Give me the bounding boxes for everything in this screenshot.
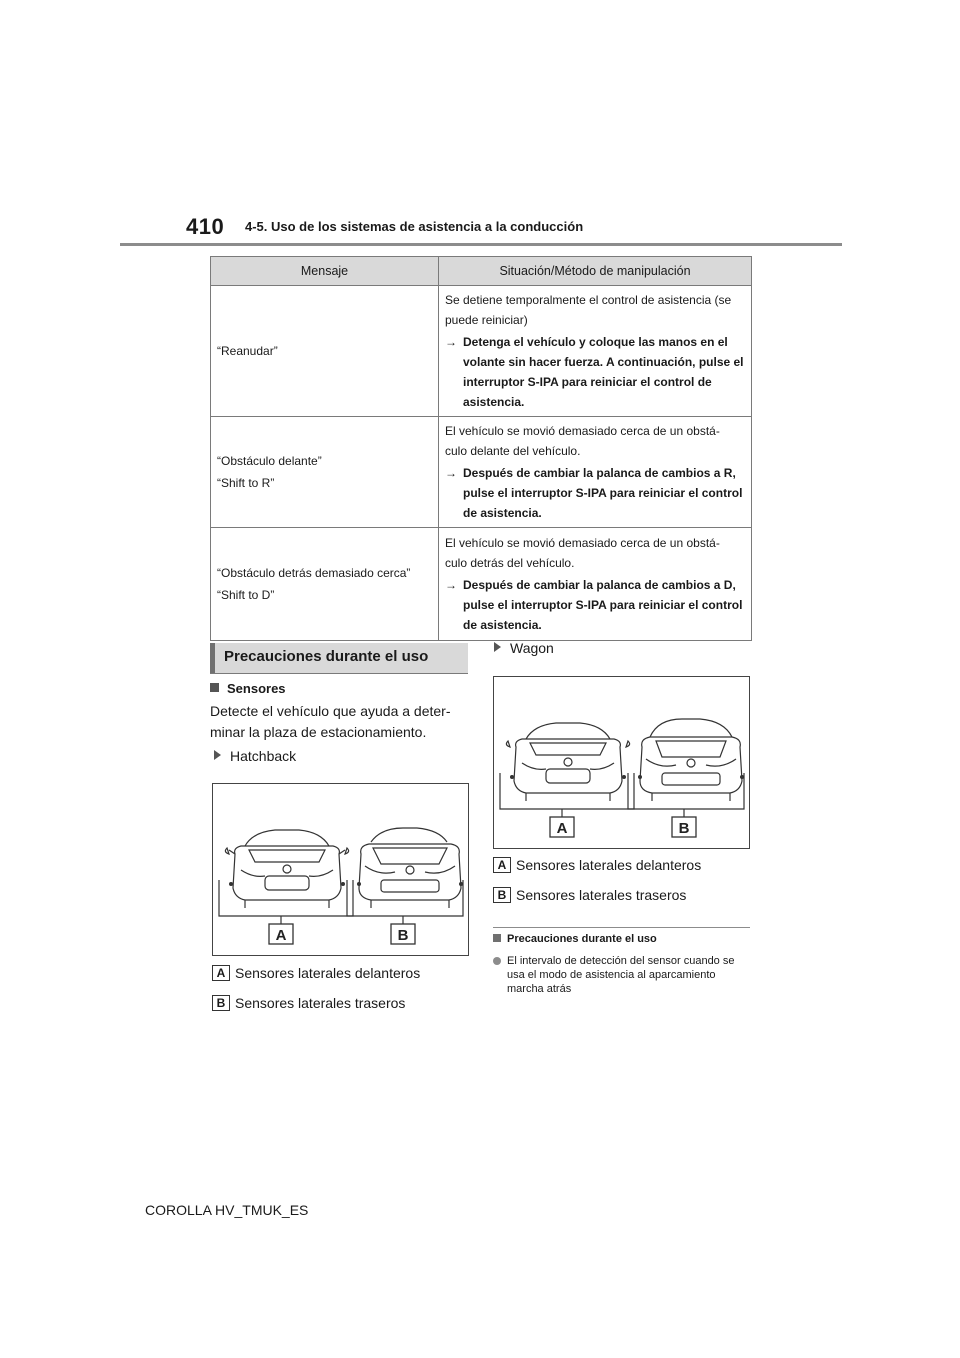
- action-text: Después de cambiar la palanca de cambios a R, pulse el interruptor S-IPA para reiniciar el control de asistencia.: [463, 466, 743, 520]
- legend-item: [493, 857, 701, 873]
- table-header-cell: Situación/Método de manipulación: [439, 257, 752, 286]
- situation-cell: [439, 286, 752, 417]
- triangle-bullet-icon: [494, 642, 501, 652]
- message-text: “Obstáculo delante”: [217, 454, 322, 468]
- message-text: “Obstáculo detrás demasiado cerca”: [217, 566, 411, 580]
- note-divider: [493, 927, 750, 928]
- subheading: [210, 681, 286, 696]
- legend-key-b: B: [493, 887, 511, 903]
- legend-text: Sensores laterales delanteros: [235, 965, 421, 981]
- car-rear-icon: [640, 719, 742, 801]
- square-bullet-icon: [210, 683, 219, 692]
- page-number: 410: [186, 214, 225, 239]
- description-text: Detecte el vehículo que ayuda a deter- minar la plaza de estacionamiento.: [210, 703, 451, 740]
- situation-cell: [439, 528, 752, 641]
- car-rear-icon: [359, 828, 461, 908]
- table-header-row: [211, 257, 752, 286]
- legend-item: [212, 965, 420, 981]
- message-text: “Shift to D”: [217, 588, 275, 602]
- footer-model-code: COROLLA HV_TMUK_ES: [145, 1202, 309, 1218]
- callout-a-label: A: [556, 820, 568, 837]
- table-row: [211, 286, 752, 417]
- triangle-bullet-icon: [214, 750, 221, 760]
- message-cell: [211, 286, 439, 417]
- subheading-text: Sensores: [227, 681, 286, 696]
- table-row: [211, 417, 752, 528]
- table-row: [211, 528, 752, 641]
- message-cell: [211, 417, 439, 528]
- callout-b-label: B: [678, 820, 690, 837]
- header-rule: [120, 243, 842, 246]
- situation-text: El vehículo se movió demasiado cerca de un obstá- culo detrás del vehículo.: [445, 536, 720, 570]
- car-front-icon: [225, 830, 348, 908]
- message-table: [210, 256, 752, 641]
- legend-key-b: B: [212, 995, 230, 1011]
- wagon-label: [494, 640, 554, 656]
- legend-item: [493, 887, 686, 903]
- heading-bar: [210, 643, 215, 673]
- note-title-text: Precauciones durante el uso: [507, 933, 657, 945]
- square-bullet-icon: [493, 934, 501, 942]
- wagon-illustration: [494, 677, 749, 848]
- callout-b-label: B: [397, 927, 409, 944]
- section-title: 4-5. Uso de los sistemas de asistencia a la conducción: [245, 219, 584, 234]
- legend-item: [212, 995, 405, 1011]
- legend-key-a: A: [212, 965, 230, 981]
- message-text: “Shift to R”: [217, 476, 275, 490]
- hatchback-label-text: Hatchback: [230, 748, 297, 764]
- situation-text: Se detiene temporalmente el control de asistencia (se puede reiniciar): [445, 293, 732, 327]
- legend-text: Sensores laterales delanteros: [516, 857, 702, 873]
- car-front-icon: [506, 723, 629, 801]
- message-text: “Reanudar”: [217, 344, 278, 358]
- action-text: Detenga el vehículo y coloque las manos en el volante sin hacer fuerza. A continuación, pulse el interruptor S-IPA para reiniciar el control de asistencia.: [463, 335, 744, 409]
- table-header-cell: Mensaje: [211, 257, 439, 286]
- situation-text: El vehículo se movió demasiado cerca de un obstá- culo delante del vehículo.: [445, 424, 720, 458]
- arrow-right-icon: →: [445, 578, 457, 592]
- arrow-right-icon: →: [445, 335, 457, 349]
- legend-text: Sensores laterales traseros: [516, 887, 687, 903]
- wagon-sensor-figure: [493, 676, 750, 849]
- callout-a-label: A: [275, 927, 287, 944]
- legend-key-a: A: [493, 857, 511, 873]
- arrow-right-icon: →: [445, 466, 457, 480]
- wagon-label-text: Wagon: [510, 640, 554, 656]
- note-title: [493, 933, 657, 945]
- hatchback-sensor-figure: [212, 783, 469, 956]
- hatchback-illustration: [213, 784, 468, 955]
- situation-cell: [439, 417, 752, 528]
- action-text: Después de cambiar la palanca de cambios a D, pulse el interruptor S-IPA para reiniciar el control de asistencia.: [463, 578, 743, 632]
- hatchback-label: [214, 748, 296, 764]
- section-heading: [210, 643, 468, 674]
- message-cell: [211, 528, 439, 641]
- legend-text: Sensores laterales traseros: [235, 995, 406, 1011]
- note-item-text: El intervalo de detección del sensor cuando se usa el modo de asistencia al aparcamiento marcha atrás: [507, 955, 735, 995]
- circle-bullet-icon: [493, 957, 501, 965]
- section-heading-text: Precauciones durante el uso: [224, 648, 429, 665]
- note-item: [493, 954, 750, 996]
